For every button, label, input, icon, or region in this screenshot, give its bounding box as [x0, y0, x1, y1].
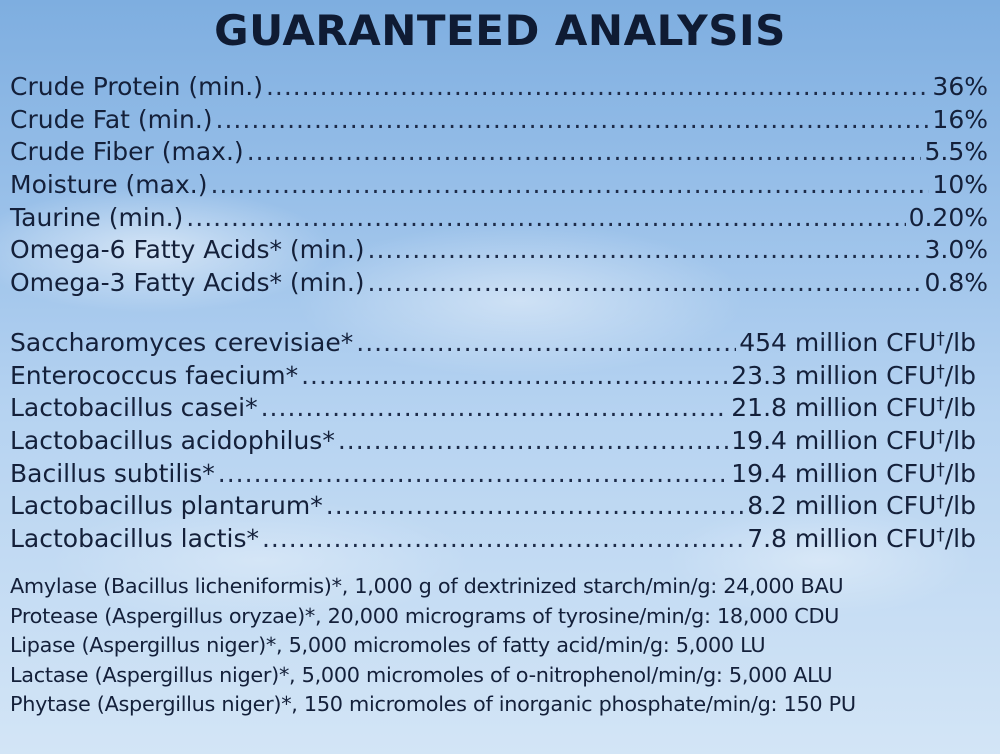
nutrient-name: Crude Fat (min.) — [10, 104, 213, 134]
microorganism-list — [10, 323, 988, 552]
microorganism-row — [10, 356, 988, 389]
nutrient-row — [10, 104, 988, 137]
microorganism-row — [10, 323, 988, 356]
dagger-mark: † — [936, 525, 945, 546]
microorganism-name: Enterococcus faecium* — [10, 360, 299, 390]
nutrient-list — [10, 71, 988, 300]
dot-leader — [368, 234, 922, 267]
microorganism-count: 23.3 million CFU†/lb — [731, 360, 976, 390]
nutrient-value: 5.5% — [924, 137, 988, 167]
nutrient-row — [10, 202, 988, 235]
microorganism-count: 21.8 million CFU†/lb — [731, 393, 976, 423]
dagger-mark: † — [936, 394, 945, 415]
microorganism-count: 454 million CFU†/lb — [739, 328, 976, 357]
microorganism-name: Lactobacillus lactis* — [10, 524, 259, 554]
nutrient-name: Crude Protein (min.) — [10, 72, 263, 101]
microorganism-count: 19.4 million CFU†/lb — [731, 458, 976, 488]
nutrient-name: Taurine (min.) — [10, 202, 184, 232]
microorganism-count: 7.8 million CFU†/lb — [747, 524, 976, 554]
microorganism-row — [10, 454, 988, 487]
dot-leader — [186, 202, 905, 235]
microorganism-count: 8.2 million CFU†/lb — [747, 491, 976, 521]
enzyme-line: Lipase (Aspergillus niger)*, 5,000 micromoles of fatty acid/min/g: 5,000 LU — [10, 633, 766, 658]
nutrient-row — [10, 169, 988, 202]
nutrient-row — [10, 234, 988, 267]
microorganism-name: Bacillus subtilis* — [10, 458, 215, 488]
microorganism-name: Lactobacillus acidophilus* — [10, 426, 335, 456]
nutrient-value: 16% — [932, 104, 988, 134]
nutrient-name: Crude Fiber (max.) — [10, 137, 244, 167]
dot-leader — [301, 360, 728, 393]
microorganism-row — [10, 519, 988, 552]
microorganism-count: 19.4 million CFU†/lb — [731, 426, 976, 456]
dot-leader — [338, 425, 728, 458]
dot-leader — [218, 458, 729, 491]
microorganism-row — [10, 421, 988, 454]
nutrient-name: Omega-3 Fatty Acids* (min.) — [10, 268, 365, 298]
nutrient-value: 0.20% — [908, 202, 988, 232]
enzyme-line: Lactase (Aspergillus niger)*, 5,000 micromoles of o-nitrophenol/min/g: 5,000 ALU — [10, 662, 833, 687]
dot-leader — [210, 169, 929, 202]
nutrient-name: Omega-6 Fatty Acids* (min.) — [10, 235, 365, 265]
microorganism-row — [10, 388, 988, 421]
enzyme-line: Amylase (Bacillus licheniformis)*, 1,000 g of dextrinized starch/min/g: 24,000 BAU — [10, 574, 844, 598]
dot-leader — [368, 267, 922, 300]
dot-leader — [247, 136, 922, 169]
page-title: GUARANTEED ANALYSIS — [214, 6, 786, 55]
microorganism-name: Lactobacillus plantarum* — [10, 491, 323, 521]
microorganism-row — [10, 486, 988, 519]
nutrient-value: 36% — [932, 72, 988, 101]
enzyme-line: Protease (Aspergillus oryzae)*, 20,000 micrograms of tyrosine/min/g: 18,000 CDU — [10, 603, 840, 628]
enzyme-list — [10, 572, 988, 720]
dot-leader — [356, 327, 736, 360]
enzyme-line: Phytase (Aspergillus niger)*, 150 micromoles of inorganic phosphate/min/g: 150 PU — [10, 692, 856, 717]
nutrient-row — [10, 71, 988, 104]
dot-leader — [262, 523, 744, 556]
dot-leader — [216, 104, 930, 137]
dot-leader — [266, 71, 929, 104]
dot-leader — [326, 490, 744, 523]
dagger-mark: † — [936, 459, 945, 480]
microorganism-name: Saccharomyces cerevisiae* — [10, 328, 354, 357]
nutrient-value: 10% — [932, 170, 988, 200]
nutrient-name: Moisture (max.) — [10, 170, 208, 200]
nutrient-value: 0.8% — [924, 268, 988, 298]
nutrient-row — [10, 267, 988, 300]
dagger-mark: † — [936, 427, 945, 448]
dagger-mark: † — [936, 361, 945, 382]
dot-leader — [261, 392, 729, 425]
nutrient-value: 3.0% — [924, 235, 988, 265]
dagger-mark: † — [936, 329, 945, 349]
nutrient-row — [10, 136, 988, 169]
microorganism-name: Lactobacillus casei* — [10, 393, 258, 423]
dagger-mark: † — [936, 492, 945, 513]
